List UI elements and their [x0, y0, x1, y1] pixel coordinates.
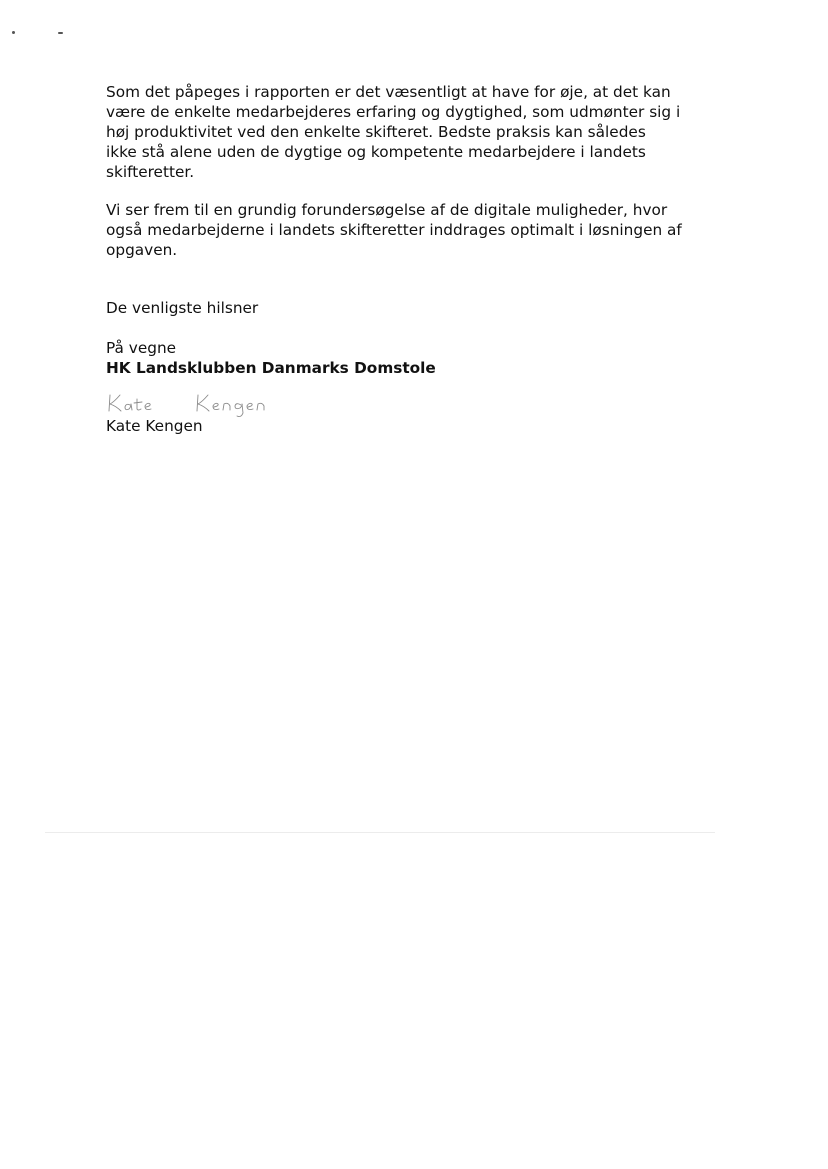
- scan-speck: [12, 31, 15, 34]
- paragraph-productivity: Som det påpeges i rapporten er det væsentligt at have for øje, at det kan være de enkelte medarbejderes erfaring og dygtighed, som udmønter sig i høj produktivitet ved den enkelte skifteret. Bedste praksis kan således ikke stå alene uden de dygtige og kompetente medarbejdere i landets skifteretter.: [106, 83, 681, 181]
- closing-greeting: De venligste hilsner: [106, 299, 259, 317]
- scan-speck: [58, 32, 63, 34]
- scan-artifact-line: [45, 832, 715, 833]
- paragraph-digital-options: Vi ser frem til en grundig forundersøgelse af de digitale muligheder, hvor også medarbejderne i landets skifteretter inddrages optimalt i løsningen af opgaven.: [106, 201, 682, 259]
- handwritten-signature: [106, 387, 296, 419]
- on-behalf-label: På vegne: [106, 339, 177, 357]
- signer-name: Kate Kengen: [106, 417, 203, 435]
- organization-name: HK Landsklubben Danmarks Domstole: [106, 359, 436, 377]
